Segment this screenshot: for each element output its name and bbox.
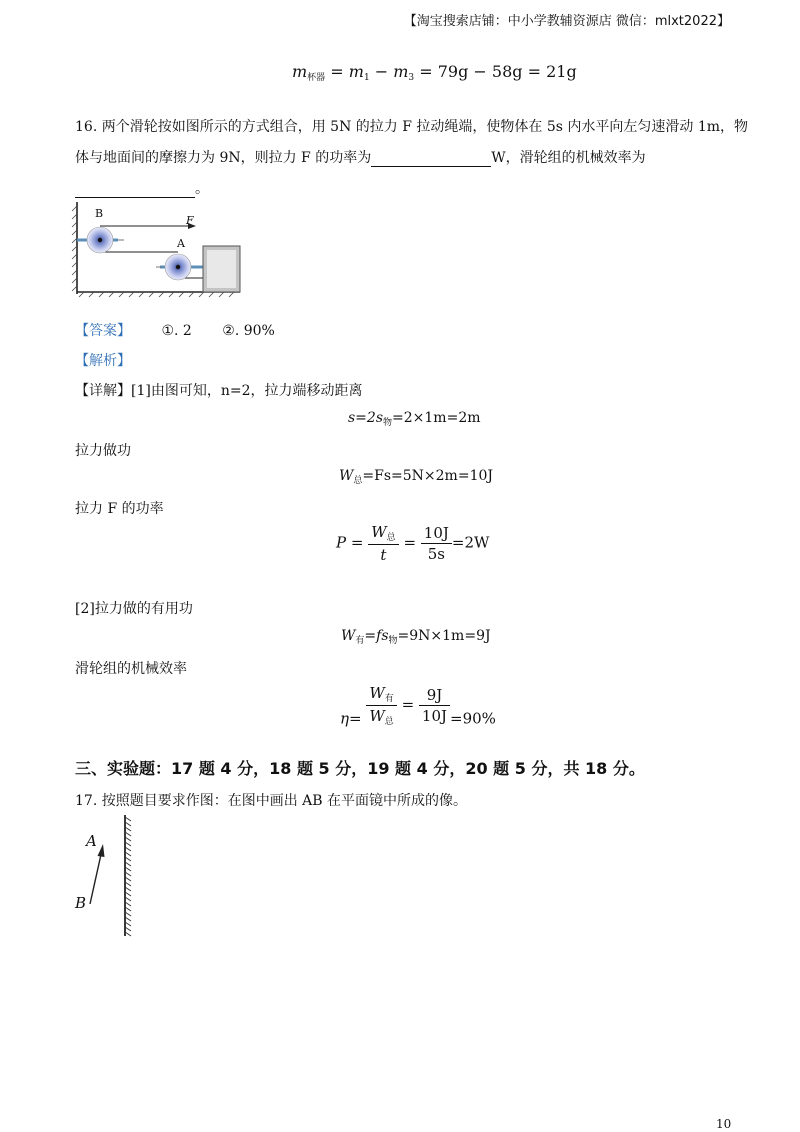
figure-label-F: F bbox=[186, 214, 194, 227]
q16-line3: 。 bbox=[75, 178, 209, 198]
mirror-label-B: B bbox=[75, 894, 87, 912]
eq-efficiency: η= $\frac{W_有}{W_总}$ = $\frac{9J}{10J}$ =90% bbox=[340, 684, 496, 728]
answer-2: ②. 90% bbox=[222, 323, 275, 339]
q17-text: 17. 按照题目要求作图：在图中画出 AB 在平面镜中所成的像。 bbox=[75, 793, 468, 809]
answer-blank-2[interactable] bbox=[75, 181, 195, 198]
header-shop-text: 【淘宝搜索店铺：中小学教辅资源店 微信：mlxt2022】 bbox=[403, 14, 730, 29]
analysis-tag: 【解析】 bbox=[75, 353, 131, 369]
figure-label-A: A bbox=[177, 237, 185, 250]
section-title: 三、实验题：17 题 4 分，18 题 5 分，19 题 4 分，20 题 5 分，共 18 分。 bbox=[75, 759, 645, 778]
mirror-label-A: A bbox=[86, 832, 97, 850]
answer-line bbox=[75, 320, 275, 340]
page-number: 10 bbox=[716, 1117, 732, 1131]
power-label: 拉力 F 的功率 bbox=[75, 501, 164, 517]
q16-line1: 16. 两个滑轮按如图所示的方式组合，用 5N 的拉力 F 拉动绳端，使物体在 5s 内水平向左匀速滑动 1m，物 bbox=[75, 119, 749, 135]
mass-formula: $m_{杯器} = m_1 - m_3 = 79g - 58g = 21g$ bbox=[292, 62, 577, 83]
answer-blank-1[interactable] bbox=[371, 150, 491, 167]
eq-useful-work: $W_有=fs_物=9N\times 1m=9J$ bbox=[341, 628, 491, 646]
eq-work: $W_总=Fs=5N\times 2m=10J$ bbox=[339, 468, 493, 486]
useful-work-label: [2]拉力做的有用功 bbox=[75, 601, 193, 617]
detail-intro: 【详解】[1]由图可知，n=2，拉力端移动距离 bbox=[75, 383, 363, 399]
efficiency-label: 滑轮组的机械效率 bbox=[75, 661, 187, 677]
eq-distance: $s=2s_物=2\times 1m=2m$ bbox=[348, 410, 481, 428]
answer-tag: 【答案】 bbox=[75, 323, 131, 339]
q16-line2: 体与地面间的摩擦力为 9N，则拉力 F 的功率为 W，滑轮组的机械效率为 bbox=[75, 150, 646, 166]
figure-label-B: B bbox=[95, 207, 104, 220]
eq-power: P = $\frac{W_总}{t}$ = $\frac{10J}{5s}$ =2W bbox=[336, 523, 490, 564]
work-label: 拉力做功 bbox=[75, 443, 131, 459]
mirror-figure bbox=[70, 812, 145, 942]
answer-1: ①. 2 bbox=[161, 323, 192, 339]
